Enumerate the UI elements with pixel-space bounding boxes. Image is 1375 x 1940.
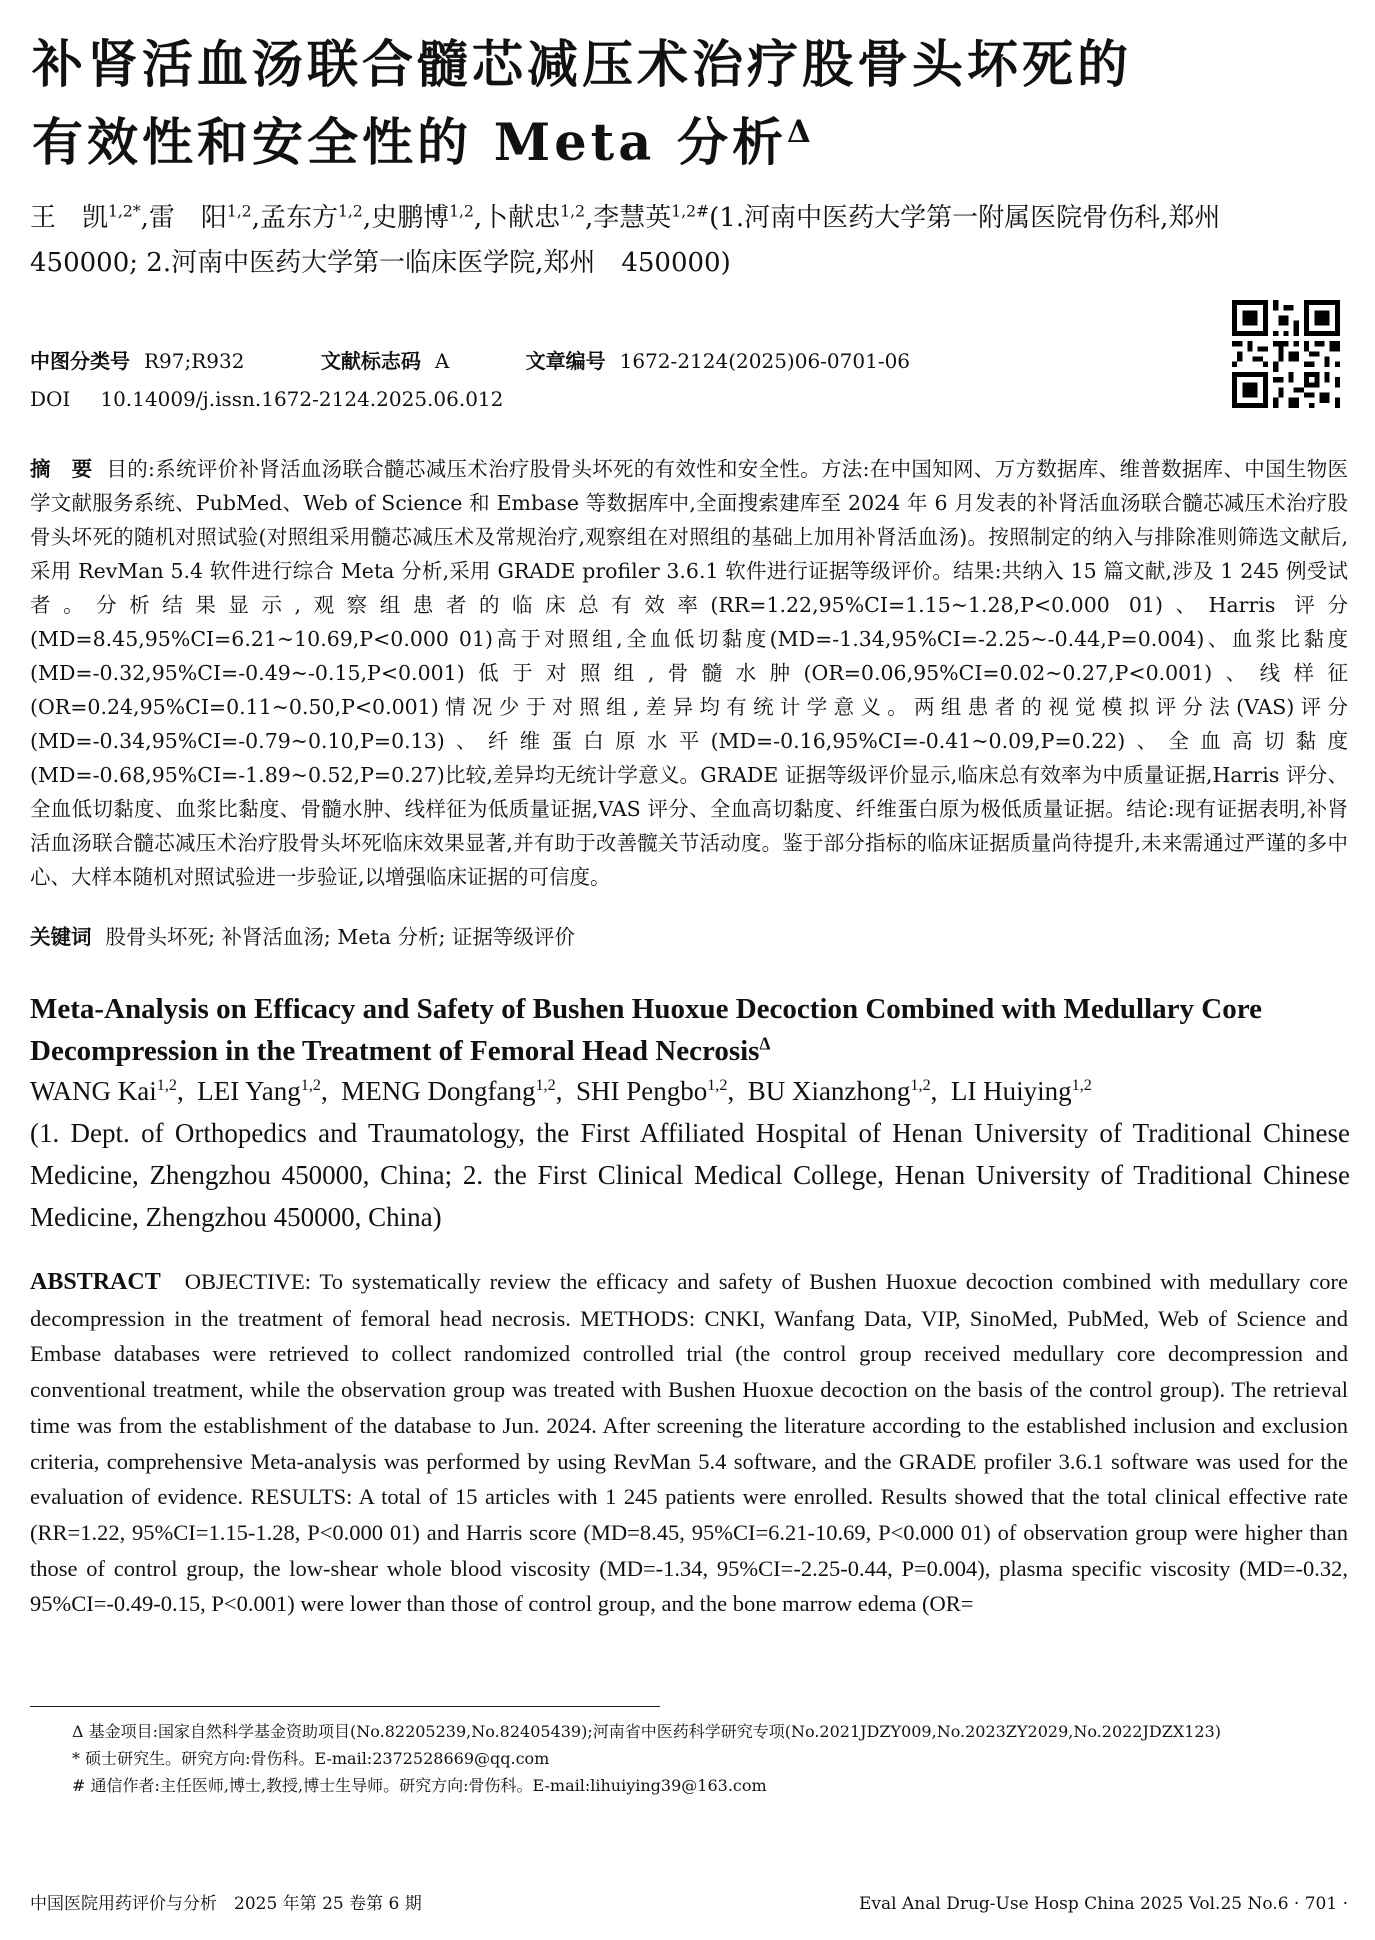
english-title-funding-mark: Δ — [759, 1033, 771, 1054]
english-abstract-label: ABSTRACT — [30, 1269, 161, 1295]
author: 卜献忠 — [482, 203, 561, 233]
author: 李慧英 — [593, 203, 672, 233]
article-metadata — [30, 342, 1230, 418]
chinese-authors: 王 凯$^{1,2*}$,雷 阳$^{1,2}$,孟东方$^{1,2}$,史鹏博$^{1,2}$,卜献忠$^{1,2}$,李慧英$^{1,2\#}$(1.河南中医药大学第一附属医院骨伤科,郑州 450000; 2.河南中医药大学第一临床医学院,郑州 450000) — [30, 202, 1247, 278]
article-no-value: 1672-2124(2025)06-0701-06 — [619, 349, 911, 373]
author: 王 凯 — [30, 203, 109, 233]
footnote-first-author: * 硕士研究生。研究方向:骨伤科。E-mail:2372528669@qq.com — [72, 1749, 550, 1768]
chinese-title-line2: 有效性和安全性的 Meta 分析 — [32, 113, 788, 173]
doc-code-value: A — [434, 349, 450, 373]
doi-label: DOI — [30, 387, 71, 411]
author: 孟东方 — [259, 203, 338, 233]
title-funding-mark: Δ — [787, 114, 815, 150]
chinese-abstract-label: 摘 要 — [30, 457, 93, 481]
author: MENG Dongfang — [341, 1076, 536, 1106]
clc-value: R97;R932 — [144, 349, 245, 373]
footnote-divider — [30, 1706, 660, 1707]
chinese-keywords-label: 关键词 — [30, 925, 92, 949]
footnote-corresponding-author: # 通信作者:主任医师,博士,教授,博士生导师。研究方向:骨伤科。E-mail:lihuiying39@163.com — [72, 1776, 767, 1795]
footer-journal-cn: 中国医院用药评价与分析 2025 年第 25 卷第 6 期 — [30, 1894, 422, 1914]
chinese-affiliation: (1.河南中医药大学第一附属医院骨伤科,郑州 450000; 2.河南中医药大学第一临床医学院,郑州 450000) — [30, 203, 1247, 278]
chinese-abstract-text: 目的:系统评价补肾活血汤联合髓芯减压术治疗股骨头坏死的有效性和安全性。方法:在中国知网、万方数据库、维普数据库、中国生物医学文献服务系统、PubMed、Web of Science 和 Embase 等数据库中,全面搜索建库至 2024 年 6 月发表的补肾活血汤联合髓芯减压术治疗股骨头坏死的随机对照试验(对照组采用髓芯减压术及常规治疗,观察组在对照组的基础上加用补肾活血汤)。按照制定的纳入与排除准则筛选文献后,采用 RevMan 5.4 软件进行综合 Meta 分析,采用 GRADE profiler 3.6.1 软件进行证据等级评价。结果:共纳入 15 篇文献,涉及 1 245 例受试者。分析结果显示,观察组患者的临床总有效率(RR=1.22,95%CI=1.15~1.28,P<0.000 01)、Harris 评分(MD=8.45,95%CI=6.21~10.69,P<0.000 01)高于对照组,全血低切黏度(MD=-1.34,95%CI=-2.25~-0.44,P=0.004)、血浆比黏度(MD=-0.32,95%CI=-0.49~-0.15,P<0.001)低于对照组,骨髓水肿(OR=0.06,95%CI=0.02~0.27,P<0.001)、线样征(OR=0.24,95%CI=0.11~0.50,P<0.001)情况少于对照组,差异均有统计学意义。两组患者的视觉模拟评分法(VAS)评分(MD=-0.34,95%CI=-0.79~0.10,P=0.13)、纤维蛋白原水平(MD=-0.16,95%CI=-0.41~0.09,P=0.22)、全血高切黏度(MD=-0.68,95%CI=-1.89~0.52,P=0.27)比较,差异均无统计学意义。GRADE 证据等级评价显示,临床总有效率为中质量证据,Harris 评分、全血低切黏度、血浆比黏度、骨髓水肿、线样征为低质量证据,VAS 评分、全血高切黏度、纤维蛋白原为极低质量证据。结论:现有证据表明,补肾活血汤联合髓芯减压术治疗股骨头坏死临床效果显著,并有助于改善髋关节活动度。鉴于部分指标的临床证据质量尚待提升,未来需通过严谨的多中心、大样本随机对照试验进一步验证,以增强临床证据的可信度。 — [30, 457, 1349, 889]
doi-value: 10.14009/j.issn.1672-2124.2025.06.012 — [100, 387, 504, 411]
author: LEI Yang — [197, 1076, 301, 1106]
chinese-title-line1: 补肾活血汤联合髓芯减压术治疗股骨头坏死的 — [32, 35, 1133, 95]
clc-label: 中图分类号 — [30, 349, 130, 373]
author: BU Xianzhong — [747, 1076, 911, 1106]
english-title: Meta-Analysis on Efficacy and Safety of Bushen Huoxue Decoction Combined with Medullary Core Decompression in the Treatment of Femoral Head Necrosis$^\Delta$ — [30, 993, 1262, 1067]
doc-code-label: 文献标志码 — [320, 349, 421, 373]
english-abstract — [30, 1264, 1348, 1622]
footnotes — [30, 1718, 1348, 1799]
english-affiliation: (1. Dept. of Orthopedics and Traumatology, the First Affiliated Hospital of Henan University of Traditional Chinese Medicine, Zhengzhou 450000, China; 2. the First Clinical Medical College, Henan University of Traditional Chinese Medicine, Zhengzhou 450000, China) — [30, 1118, 1350, 1232]
author: WANG Kai — [30, 1076, 157, 1106]
english-authors: WANG Kai$^{1,2}$, LEI Yang$^{1,2}$, MENG Dongfang$^{1,2}$, SHI Pengbo$^{1,2}$, BU Xianzhong$^{1,2}$, LI Huiying$^{1,2}$ (1. Dept. of Orthopedics and Traumatology, the First Affiliated Hospital of Henan University of Traditional Chinese Medicine, Zhengzhou 450000, China; 2. the First Clinical Medical College, Henan University of Traditional Chinese Medicine, Zhengzhou 450000, China) — [30, 1076, 1350, 1232]
author: LI Huiying — [950, 1076, 1072, 1106]
footer-journal-en: Eval Anal Drug-Use Hosp China 2025 Vol.25 No.6 · 701 · — [859, 1894, 1348, 1914]
english-abstract-text: OBJECTIVE: To systematically review the efficacy and safety of Bushen Huoxue decoction combined with medullary core decompression in the treatment of femoral head necrosis. METHODS: CNKI, Wanfang Data, VIP, SinoMed, PubMed, Web of Science and Embase databases were retrieved to collect randomized controlled trial (the control group received medullary core decompression and conventional treatment, while the observation group was treated with Bushen Huoxue decoction on the basis of the control group). The retrieval time was from the establishment of the database to Jun. 2024. After screening the literature according to the established inclusion and exclusion criteria, comprehensive Meta-analysis was performed by using RevMan 5.4 software, and the GRADE profiler 3.6.1 software was used for the evaluation of evidence. RESULTS: A total of 15 articles with 1 245 patients were enrolled. Results showed that the total clinical effective rate (RR=1.22, 95%CI=1.15-1.28, P<0.000 01) and Harris score (MD=8.45, 95%CI=6.21-10.69, P<0.000 01) of observation group were higher than those of control group, the low-shear whole blood viscosity (MD=-1.34, 95%CI=-2.25-0.44, P=0.004), plasma specific viscosity (MD=-0.32, 95%CI=-0.49-0.15, P<0.001) were lower than those of control group, and the bone marrow edema (OR= — [30, 1269, 1348, 1617]
chinese-abstract — [30, 452, 1348, 894]
author: 雷 阳 — [148, 203, 227, 233]
chinese-title — [32, 26, 1352, 182]
chinese-keywords-text: 股骨头坏死; 补肾活血汤; Meta 分析; 证据等级评价 — [105, 925, 575, 949]
footnote-funding: Δ 基金项目:国家自然科学基金资助项目(No.82205239,No.82405439);河南省中医药科学研究专项(No.2021JDZY009,No.2023ZY2029,No.2022JDZX123) — [72, 1722, 1222, 1741]
author: SHI Pengbo — [575, 1076, 708, 1106]
author: 史鹏博 — [371, 203, 450, 233]
qr-code-icon — [1232, 300, 1340, 408]
page-footer — [30, 1892, 1348, 1916]
article-no-label: 文章编号 — [525, 349, 606, 373]
chinese-keywords — [30, 920, 1348, 954]
